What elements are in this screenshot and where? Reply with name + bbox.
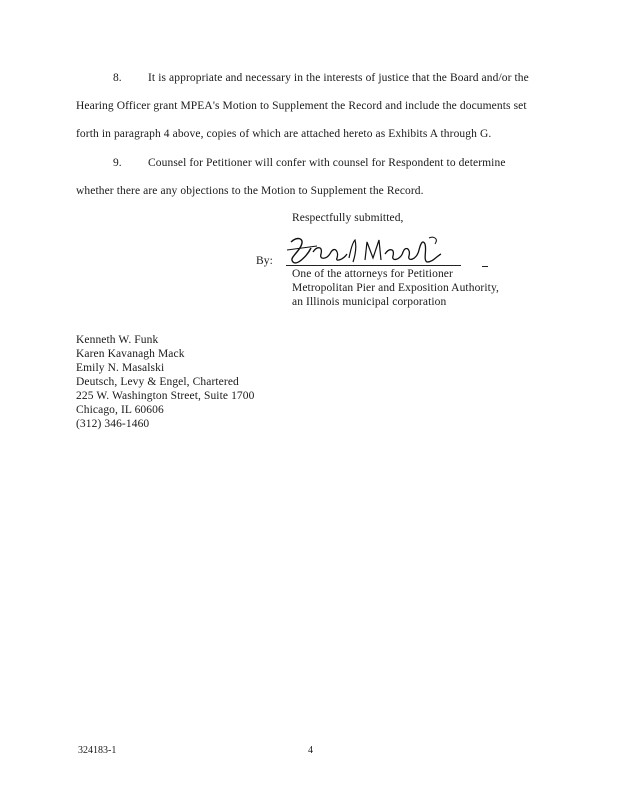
signature-line [286,265,461,266]
attorney-line-2: Metropolitan Pier and Exposition Authority, [292,282,500,294]
counsel-line-7: (312) 346-1460 [76,418,150,430]
counsel-line-3: Emily N. Masalski [76,362,165,374]
handwritten-signature [283,232,473,272]
paragraph-8-line-3: forth in paragraph 4 above, copies of which are attached hereto as Exhibits A through G. [76,128,492,140]
paragraph-8-number: 8. [113,72,122,84]
counsel-line-2: Karen Kavanagh Mack [76,348,185,360]
paragraph-9-line-2: whether there are any objections to the Motion to Supplement the Record. [76,185,424,197]
counsel-line-5: 225 W. Washington Street, Suite 1700 [76,390,255,402]
counsel-line-1: Kenneth W. Funk [76,334,159,346]
attorney-line-1: One of the attorneys for Petitioner [292,268,453,280]
paragraph-8-line-1: It is appropriate and necessary in the interests of justice that the Board and/or the [148,72,529,84]
respectfully-submitted: Respectfully submitted, [292,212,404,224]
footer-document-id: 324183-1 [78,745,117,756]
paragraph-9-number: 9. [113,157,122,169]
attorney-line-3: an Illinois municipal corporation [292,296,447,308]
counsel-line-4: Deutsch, Levy & Engel, Chartered [76,376,239,388]
signature-trailing-mark [482,266,488,267]
footer-page-number: 4 [308,745,313,756]
counsel-line-6: Chicago, IL 60606 [76,404,164,416]
by-label: By: [256,255,273,267]
paragraph-8-line-2: Hearing Officer grant MPEA's Motion to Supplement the Record and include the documents set [76,100,527,112]
paragraph-9-line-1: Counsel for Petitioner will confer with counsel for Respondent to determine [148,157,506,169]
